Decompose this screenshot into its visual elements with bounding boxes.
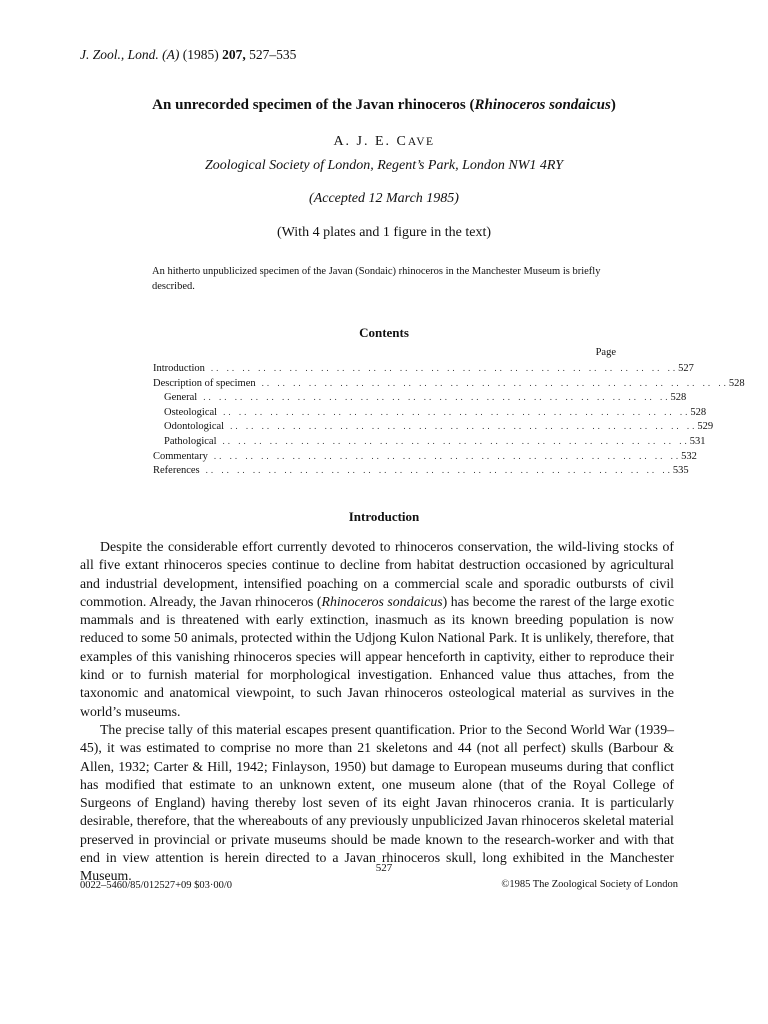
author-name: A. J. E. CAVE bbox=[333, 134, 435, 149]
toc-item: General .. .. .. .. .. .. .. .. .. .. .. .. .. .. .. .. .. .. .. .. .. .. .. .. .. .. .. .. .. .. 528 bbox=[164, 392, 687, 404]
table-of-contents bbox=[153, 361, 745, 478]
journal-volume: 207, bbox=[222, 47, 246, 62]
toc-item: Introduction .. .. .. .. .. .. .. .. .. .. .. .. .. .. .. .. .. .. .. .. .. .. .. .. .. .. .. .. .. .. 527 bbox=[153, 363, 694, 374]
introduction-heading: Introduction bbox=[348, 509, 420, 524]
toc-item: Commentary .. .. .. .. .. .. .. .. .. .. .. .. .. .. .. .. .. .. .. .. .. .. .. .. .. .. .. .. .. .. 532 bbox=[153, 450, 697, 462]
accepted-date: (Accepted 12 March 1985) bbox=[309, 191, 459, 206]
paragraph: Despite the considerable effort currently devoted to rhinoceros conservation, the wild-living stocks of all five extant rhinoceros species continue to decline from habitat destruction occasioned by agricultural and industrial development, intensified poaching on a commercial scale and sporadic outbursts of civil commotion. Already, the Javan rhinoceros (Rhinoceros sondaicus) has become the rarest of the large exotic mammals and is threatened with early extinction, inasmuch as its known breeding population is now reduced to some 50 animals, protected within the Udjong Kulon National Park. It is unlikely, therefore, that examples of this vanishing rhinoceros species will appear henceforth in captivity, either to reproduce their kind or to furnish material for morphological investigation. Enhanced value thus attaches, from the taxonomic and anatomical viewpoint, to such Javan rhinoceros osteological material as survives in the world’s museums. bbox=[80, 539, 674, 719]
toc-item: References .. .. .. .. .. .. .. .. .. .. .. .. .. .. .. .. .. .. .. .. .. .. .. .. .. .. .. .. .. .. 535 bbox=[153, 465, 689, 477]
contents-heading: Contents bbox=[359, 325, 409, 340]
toc-leader: .. .. .. .. .. .. .. .. .. .. .. .. .. .. .. .. .. .. .. .. .. .. .. .. .. .. .. .. .. .. bbox=[205, 465, 673, 476]
species-name: Rhinoceros sondaicus bbox=[321, 593, 443, 609]
toc-leader: .. .. .. .. .. .. .. .. .. .. .. .. .. .. .. .. .. .. .. .. .. .. .. .. .. .. .. .. .. .. bbox=[203, 392, 671, 403]
contents-page-label: Page bbox=[595, 347, 616, 358]
page-number: 527 bbox=[375, 862, 393, 874]
journal-citation bbox=[80, 47, 296, 63]
journal-year: (1985) bbox=[182, 47, 219, 62]
title-species: Rhinoceros sondaicus bbox=[474, 97, 611, 113]
toc-item: Odontological .. .. .. .. .. .. .. .. .. .. .. .. .. .. .. .. .. .. .. .. .. .. .. .. .. .. .. .. .. .. 529 bbox=[164, 421, 714, 433]
toc-item: Description of specimen .. .. .. .. .. .. .. .. .. .. .. .. .. .. .. .. .. .. .. .. .. .. .. .. .. .. .. .. .. .. 528 bbox=[153, 377, 745, 389]
journal-pages: 527–535 bbox=[249, 47, 297, 62]
copyright-notice: ©1985 The Zoological Society of London bbox=[501, 879, 678, 890]
toc-leader: .. .. .. .. .. .. .. .. .. .. .. .. .. .. .. .. .. .. .. .. .. .. .. .. .. .. .. .. .. .. bbox=[223, 406, 691, 417]
article-title: An unrecorded specimen of the Javan rhinoceros (Rhinoceros sondaicus) bbox=[152, 97, 616, 113]
paragraph: The precise tally of this material escapes present quantification. Prior to the Second World War (1939–45), it was estimated to comprise no more than 21 skeletons and 44 (not all perfect) skulls (Barbour & Allen, 1932; Carter & Hill, 1942; Finlayson, 1950) but damage to European museums during that conflict has modified that estimate to an unknown extent, one museum alone (that of the Royal College of Surgeons of England) having thereby lost seven of its eight Javan rhinoceros crania. It is particularly desirable, therefore, that the whereabouts of any previously unpublicized Javan rhinoceros skeletal material preserved in provincial or private museums should be made known to the research-worker and with that end in view attention is herein directed to a Javan rhinoceros skull, long exhibited in the Manchester Museum. bbox=[80, 721, 674, 884]
toc-leader: .. .. .. .. .. .. .. .. .. .. .. .. .. .. .. .. .. .. .. .. .. .. .. .. .. .. .. .. .. .. bbox=[261, 377, 729, 388]
abstract: An hitherto unpublicized specimen of the Javan (Sondaic) rhinoceros in the Manchester Museum is briefly described. bbox=[152, 266, 601, 292]
toc-leader: .. .. .. .. .. .. .. .. .. .. .. .. .. .. .. .. .. .. .. .. .. .. .. .. .. .. .. .. .. .. bbox=[222, 435, 690, 446]
toc-item: Pathological .. .. .. .. .. .. .. .. .. .. .. .. .. .. .. .. .. .. .. .. .. .. .. .. .. .. .. .. .. .. 531 bbox=[164, 435, 706, 447]
toc-item: Osteological .. .. .. .. .. .. .. .. .. .. .. .. .. .. .. .. .. .. .. .. .. .. .. .. .. .. .. .. .. .. 528 bbox=[164, 406, 707, 418]
plates-note: (With 4 plates and 1 figure in the text) bbox=[276, 225, 492, 240]
author-affiliation: Zoological Society of London, Regent’s Park, London NW1 4RY bbox=[204, 158, 564, 173]
article-code: 0022–5460/85/012527+09 $03·00/0 bbox=[80, 880, 233, 891]
toc-leader: .. .. .. .. .. .. .. .. .. .. .. .. .. .. .. .. .. .. .. .. .. .. .. .. .. .. .. .. .. .. bbox=[213, 450, 682, 461]
journal-name: J. Zool., Lond. bbox=[80, 47, 159, 62]
toc-leader: .. .. .. .. .. .. .. .. .. .. .. .. .. .. .. .. .. .. .. .. .. .. .. .. .. .. .. .. .. .. bbox=[210, 363, 679, 373]
journal-series: (A) bbox=[162, 47, 180, 62]
toc-leader: .. .. .. .. .. .. .. .. .. .. .. .. .. .. .. .. .. .. .. .. .. .. .. .. .. .. .. .. .. .. bbox=[230, 421, 698, 432]
introduction-body bbox=[80, 538, 674, 886]
